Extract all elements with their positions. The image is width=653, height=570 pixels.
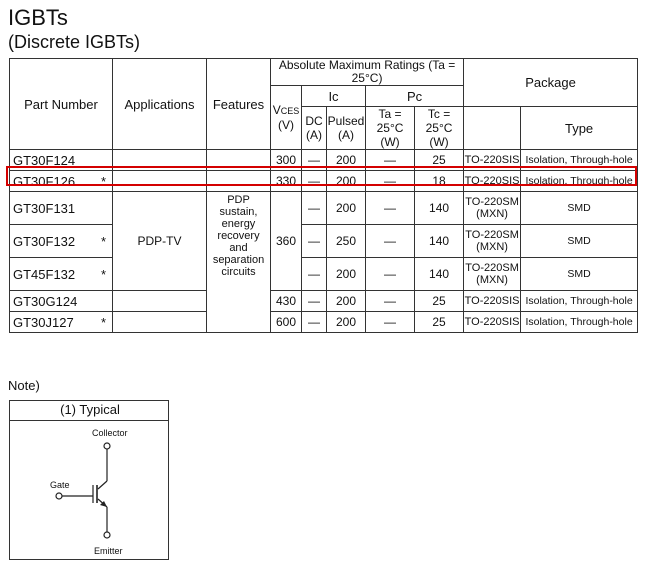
header-type: Type	[521, 107, 638, 150]
applications-cell: PDP-TV	[113, 192, 207, 291]
applications-cell	[113, 312, 207, 333]
typical-title: (1) Typical	[60, 402, 120, 417]
dc-cell: —	[302, 225, 327, 258]
dc-cell: —	[302, 312, 327, 333]
table-row	[10, 171, 638, 192]
package-cell	[464, 225, 521, 258]
pulsed-cell: 200	[327, 192, 366, 225]
ta-cell: —	[366, 312, 415, 333]
header-ic: Ic	[302, 86, 366, 107]
pulsed-cell: 200	[327, 171, 366, 192]
emitter-terminal	[104, 532, 110, 538]
type-cell: Isolation, Through-hole	[521, 312, 638, 333]
dc-label: DC	[305, 114, 323, 128]
table-row	[10, 150, 638, 171]
tc-unit: 25°C (W)	[425, 121, 453, 149]
vces-cell: 600	[271, 312, 302, 333]
dc-cell: —	[302, 192, 327, 225]
package-cell	[464, 258, 521, 291]
tc-cell: 25	[415, 150, 464, 171]
vces-cell: 300	[271, 150, 302, 171]
tc-cell: 18	[415, 171, 464, 192]
note-label: Note)	[8, 378, 40, 393]
pulsed-label: Pulsed	[327, 114, 365, 128]
feature-line: PDP	[227, 194, 250, 206]
part-number: GT30G124	[13, 293, 78, 309]
header-abs-max: Absolute Maximum Ratings (Ta = 25°C)	[271, 59, 464, 86]
header-tc	[415, 107, 464, 150]
header-features: Features	[207, 59, 271, 150]
part-number-cell	[10, 312, 113, 333]
igbt-symbol-icon	[10, 401, 170, 561]
header-applications: Applications	[113, 59, 207, 150]
type-cell: SMD	[521, 225, 638, 258]
table-row	[10, 312, 638, 333]
features-cell	[207, 171, 271, 192]
vces-subscript: CES	[280, 106, 300, 116]
dc-cell: —	[302, 171, 327, 192]
collector-label: Collector	[92, 428, 128, 438]
ta-unit: 25°C (W)	[376, 121, 404, 149]
header-vces	[271, 86, 302, 150]
gate-label: Gate	[50, 480, 70, 490]
package-line: TO-220SM	[465, 229, 519, 241]
package-cell: TO-220SIS	[464, 171, 521, 192]
table-row	[10, 225, 638, 258]
part-number-cell	[10, 258, 113, 291]
pulsed-cell: 200	[327, 312, 366, 333]
collector-terminal	[104, 443, 110, 449]
vces-symbol: V	[272, 103, 281, 117]
part-number-cell	[10, 291, 113, 312]
feature-line: and	[229, 242, 248, 254]
part-number-cell	[10, 171, 113, 192]
emitter-label: Emitter	[94, 546, 123, 556]
type-cell: SMD	[521, 192, 638, 225]
ta-cell: —	[366, 291, 415, 312]
vces-cell: 330	[271, 171, 302, 192]
applications-cell	[113, 291, 207, 312]
tc-cell: 140	[415, 258, 464, 291]
part-number: GT30F126	[13, 173, 76, 189]
tc-cell: 25	[415, 291, 464, 312]
feature-line: energy	[221, 218, 256, 230]
dc-cell: —	[302, 258, 327, 291]
star-mark: *	[100, 233, 106, 249]
package-line: (MXN)	[476, 208, 508, 220]
vces-unit: (V)	[278, 118, 294, 132]
table-row	[10, 291, 638, 312]
part-number: GT30J127	[13, 314, 74, 330]
vces-cell: 430	[271, 291, 302, 312]
package-cell: TO-220SIS	[464, 291, 521, 312]
package-line: TO-220SM	[465, 262, 519, 274]
collector-diagonal	[98, 481, 107, 489]
vces-cell: 360	[271, 192, 302, 291]
table-row	[10, 258, 638, 291]
header-pc: Pc	[366, 86, 464, 107]
header-package-blank	[464, 107, 521, 150]
part-number: GT30F132	[13, 233, 76, 249]
part-number-cell	[10, 192, 113, 225]
part-number-cell	[10, 225, 113, 258]
page-subtitle: (Discrete IGBTs)	[8, 32, 141, 52]
dc-unit: (A)	[306, 128, 322, 142]
features-cell	[207, 150, 271, 171]
header-pulsed	[327, 107, 366, 150]
igbt-spec-table	[9, 58, 638, 333]
applications-cell	[113, 171, 207, 192]
ta-cell: —	[366, 192, 415, 225]
package-line: TO-220SM	[465, 196, 519, 208]
part-number: GT30F124	[13, 152, 76, 168]
package-cell	[464, 192, 521, 225]
tc-cell: 25	[415, 312, 464, 333]
feature-line: separation	[212, 254, 265, 266]
part-number-cell	[10, 150, 113, 171]
pulsed-unit: (A)	[338, 128, 354, 142]
package-line: (MXN)	[476, 241, 508, 253]
type-cell: SMD	[521, 258, 638, 291]
type-cell: Isolation, Through-hole	[521, 171, 638, 192]
part-number: GT45F132	[13, 266, 76, 282]
ta-cell: —	[366, 258, 415, 291]
ta-cell: —	[366, 171, 415, 192]
applications-cell	[113, 150, 207, 171]
package-cell: TO-220SIS	[464, 312, 521, 333]
feature-line: recovery	[217, 230, 260, 242]
star-mark: *	[100, 314, 106, 330]
feature-line: sustain,	[219, 206, 258, 218]
pulsed-cell: 250	[327, 225, 366, 258]
feature-line: circuits	[221, 266, 256, 278]
typical-symbol-box	[9, 400, 169, 560]
tc-label: Tc =	[427, 107, 451, 121]
header-ta	[366, 107, 415, 150]
star-mark: *	[100, 173, 106, 189]
tc-cell: 140	[415, 192, 464, 225]
ta-label: Ta =	[378, 107, 402, 121]
type-cell: Isolation, Through-hole	[521, 150, 638, 171]
package-line: (MXN)	[476, 274, 508, 286]
header-dc	[302, 107, 327, 150]
ta-cell: —	[366, 150, 415, 171]
package-cell: TO-220SIS	[464, 150, 521, 171]
tc-cell: 140	[415, 225, 464, 258]
pulsed-cell: 200	[327, 291, 366, 312]
table-row	[10, 192, 638, 225]
gate-terminal	[56, 493, 62, 499]
page-title: IGBTs	[8, 5, 68, 30]
features-cell	[207, 192, 271, 333]
dc-cell: —	[302, 291, 327, 312]
dc-cell: —	[302, 150, 327, 171]
ta-cell: —	[366, 225, 415, 258]
pulsed-cell: 200	[327, 150, 366, 171]
header-package: Package	[464, 59, 638, 107]
pulsed-cell: 200	[327, 258, 366, 291]
header-part-number: Part Number	[10, 59, 113, 150]
type-cell: Isolation, Through-hole	[521, 291, 638, 312]
star-mark: *	[100, 266, 106, 282]
part-number: GT30F131	[13, 200, 76, 216]
